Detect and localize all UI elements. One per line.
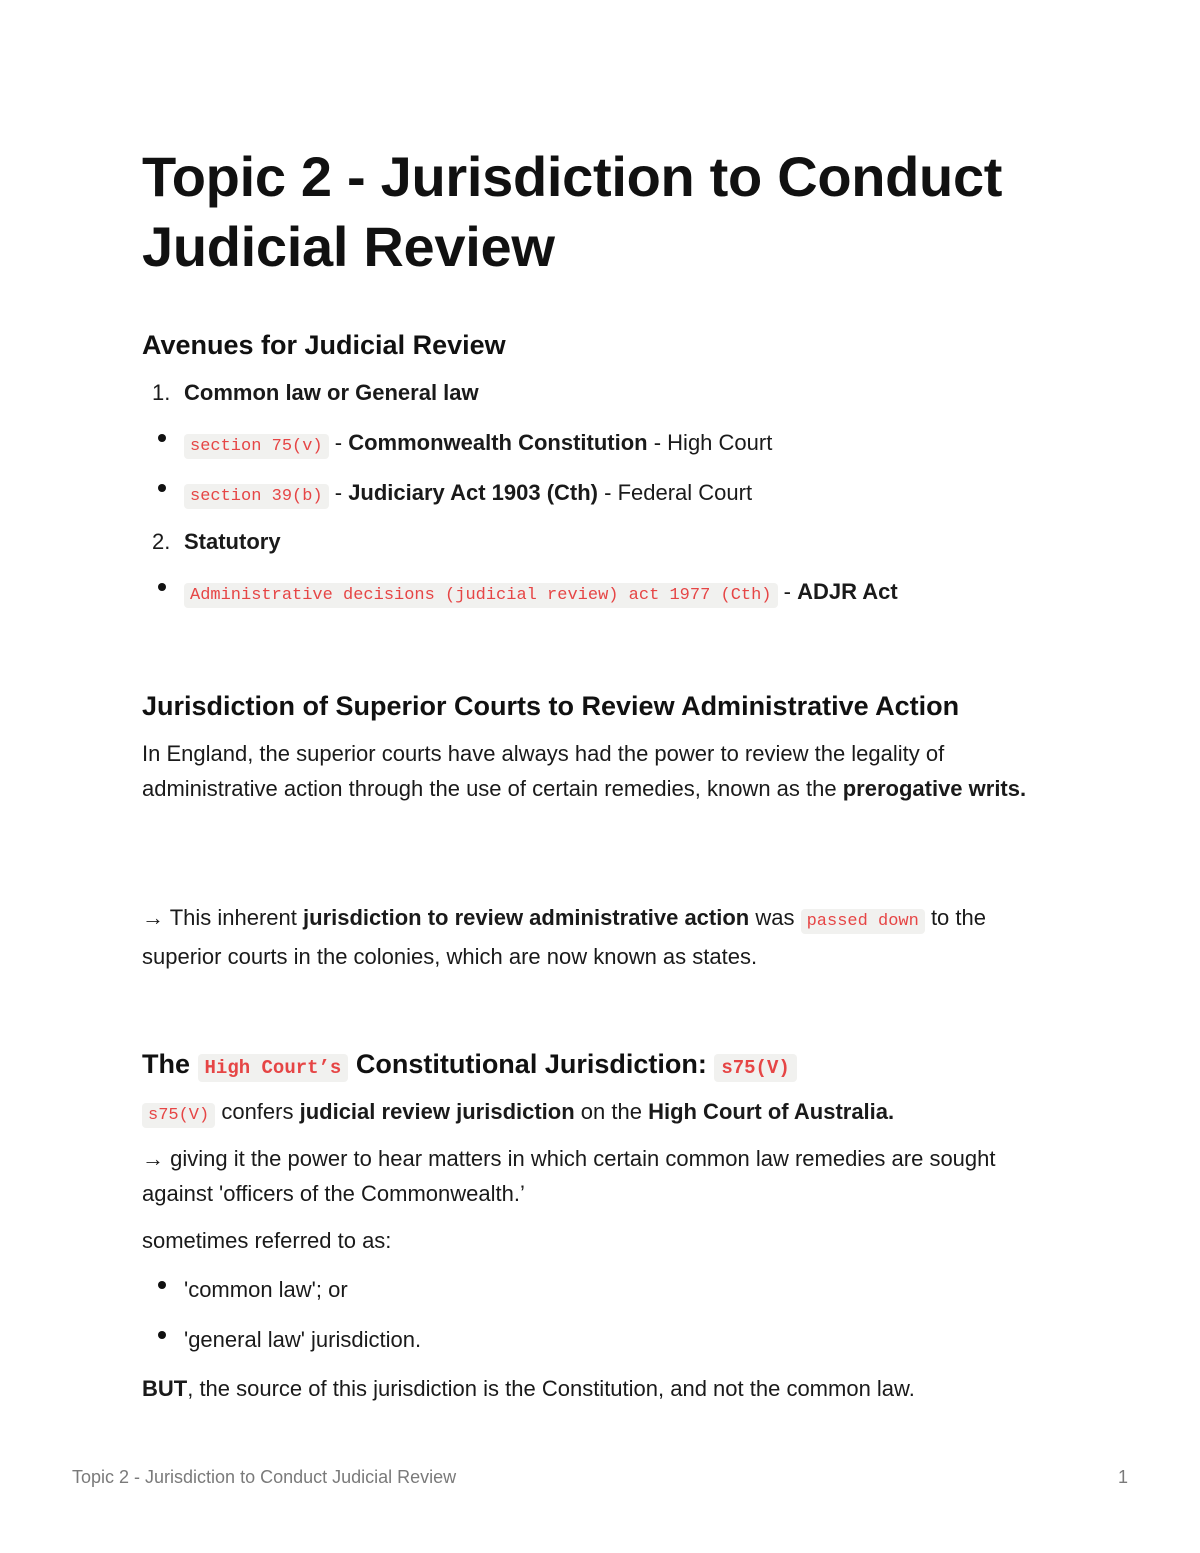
list-item: [142, 375, 1062, 410]
bullet-icon: [142, 490, 184, 500]
list-item: [142, 524, 1062, 559]
paragraph-text: to the superior courts in the colonies, which are now known as states.: [142, 905, 986, 969]
paragraph-text: sometimes referred to as:: [142, 1228, 392, 1253]
list-item: [142, 574, 1062, 613]
inline-code: passed down: [801, 909, 925, 934]
bullet-icon: [142, 589, 184, 599]
paragraph: [142, 1094, 1062, 1133]
separator: -: [328, 480, 349, 505]
inline-code: High Court’s: [198, 1054, 349, 1082]
list-item-label: Statutory: [184, 529, 281, 554]
footer-title: Topic 2 - Jurisdiction to Conduct Judicial Review: [72, 1467, 457, 1487]
list-item-text: 'general law' jurisdiction.: [184, 1327, 422, 1352]
paragraph-text: → giving it the power to hear matters in which certain common law remedies are sought against 'officers of the Commonwealth.’: [142, 1146, 996, 1206]
inline-code: section 39(b): [184, 484, 329, 509]
paragraph: [142, 1223, 1062, 1258]
paragraph-text: → This inherent: [142, 905, 304, 930]
list-item: [142, 1322, 1062, 1357]
inline-code: s75(V): [142, 1103, 215, 1128]
bold-text: BUT: [142, 1376, 188, 1401]
paragraph: [142, 900, 1062, 974]
bold-text: prerogative writs.: [842, 776, 1027, 801]
paragraph-text: on the: [574, 1099, 649, 1124]
separator: -: [647, 430, 668, 455]
heading-text: Constitutional Jurisdiction:: [348, 1049, 715, 1079]
paragraph-text: confers: [215, 1099, 300, 1124]
list-item-text: High Court: [667, 430, 773, 455]
bold-text: judicial review jurisdiction: [299, 1099, 575, 1124]
page-number: 1: [1117, 1467, 1128, 1487]
separator: -: [598, 480, 618, 505]
inline-code: Administrative decisions (judicial review) act 1977 (Cth): [184, 583, 778, 608]
paragraph: [142, 1141, 1062, 1211]
list-item: [142, 1272, 1062, 1307]
bullet-icon: [142, 1337, 184, 1347]
inline-code: s75(V): [714, 1054, 796, 1082]
list-item: [142, 425, 1062, 464]
paragraph-text: was: [749, 905, 801, 930]
list-item-text: 'common law'; or: [184, 1277, 348, 1302]
heading-high-court: [142, 1047, 1062, 1085]
list-number: 1.: [152, 380, 171, 405]
bullet-icon: [142, 1287, 184, 1297]
heading-superior-courts: Jurisdiction of Superior Courts to Review Administrative Action: [142, 691, 960, 721]
inline-code: section 75(v): [184, 434, 329, 459]
paragraph: [142, 736, 1062, 806]
document-title: Topic 2 - Jurisdiction to Conduct Judicial Review: [142, 145, 1003, 278]
list-item-text: Federal Court: [617, 480, 753, 505]
bold-text: Commonwealth Constitution: [348, 430, 648, 455]
paragraph-text: In England, the superior courts have always had the power to review the legality of administrative action through the use of certain remedies, known as the: [142, 741, 945, 801]
paragraph: [142, 1371, 1062, 1406]
list-item-label: Common law or General law: [184, 380, 479, 405]
separator: -: [777, 579, 798, 604]
heading-text: The: [142, 1049, 198, 1079]
heading-avenues: Avenues for Judicial Review: [142, 330, 506, 360]
bold-text: jurisdiction to review administrative action: [303, 905, 750, 930]
list-number: 2.: [152, 529, 171, 554]
separator: -: [328, 430, 349, 455]
list-item: [142, 475, 1062, 514]
paragraph-text: , the source of this jurisdiction is the Constitution, and not the common law.: [187, 1376, 915, 1401]
bullet-icon: [142, 440, 184, 450]
bold-text: High Court of Australia.: [648, 1099, 895, 1124]
bold-text: ADJR Act: [797, 579, 898, 604]
bold-text: Judiciary Act 1903 (Cth): [348, 480, 599, 505]
